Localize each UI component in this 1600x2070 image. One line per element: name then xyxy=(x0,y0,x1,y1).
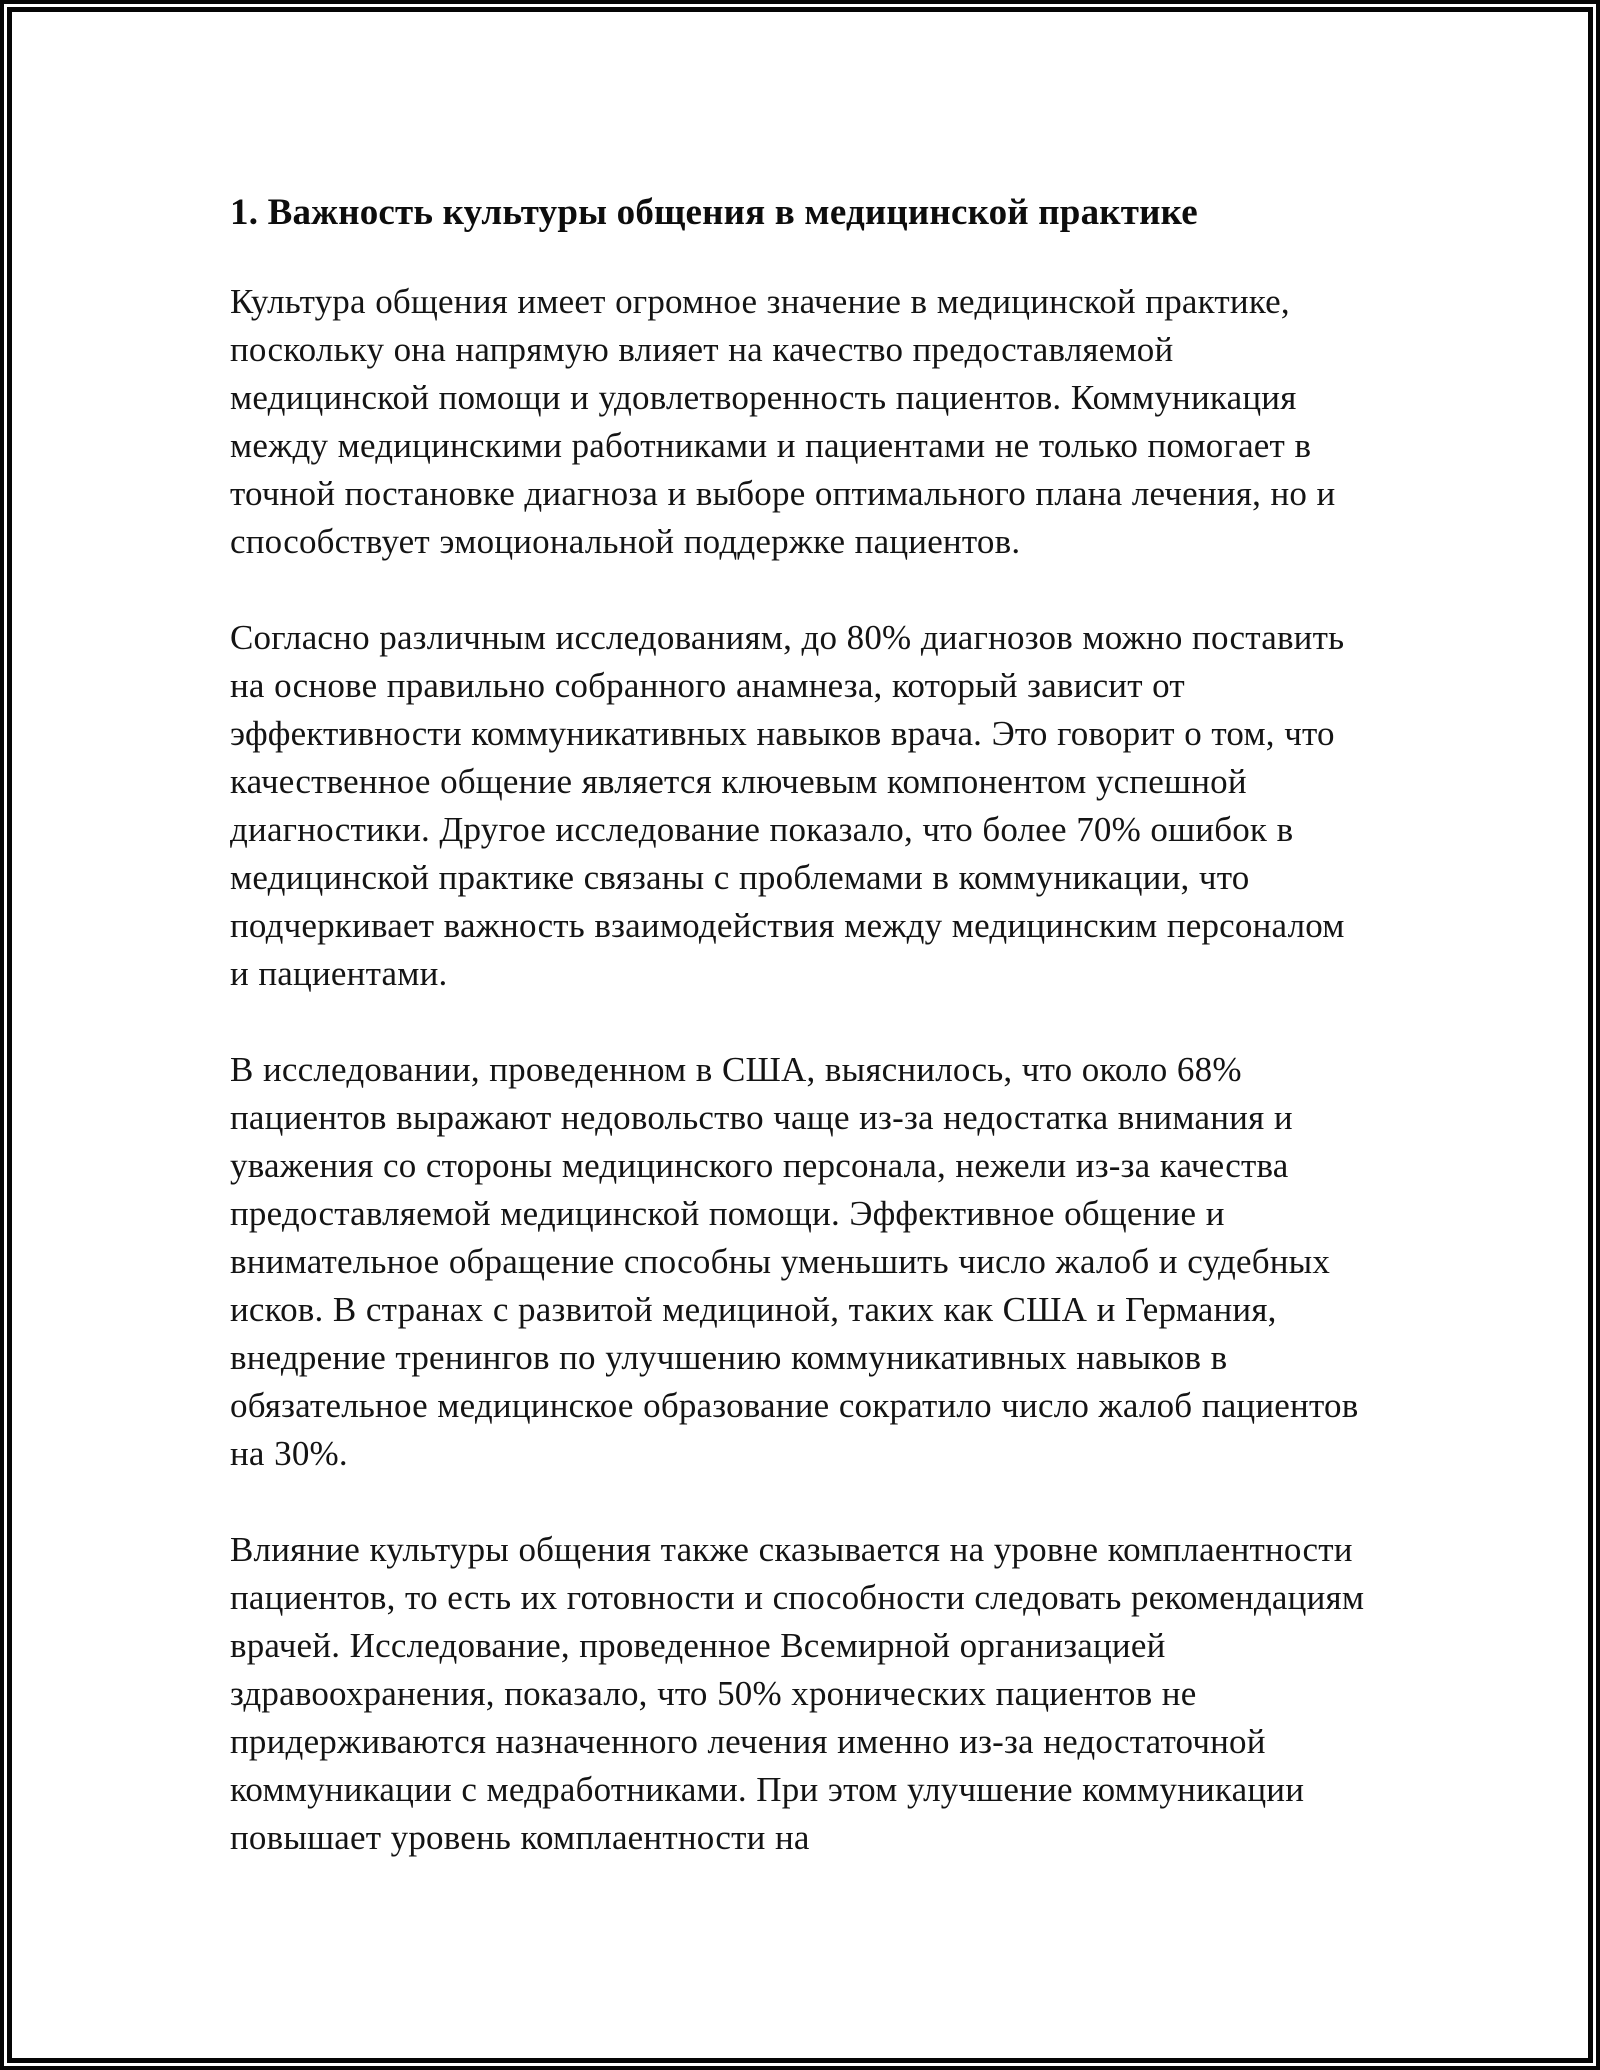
paragraph-4: Влияние культуры общения также сказывается на уровне комплаентности пациентов, то есть их готовности и способности следовать рекомендациям врачей. Исследование, проведенное Всемирной организацией здравоохранения, показало, что 50% хронических пациентов не придерживаются назначенного лечения именно из-за недостаточной коммуникации с медработниками. При этом улучшение коммуникации повышает уровень комплаентности на xyxy=(230,1530,1365,1857)
paragraph-1: Культура общения имеет огромное значение в медицинской практике, поскольку она напрямую влияет на качество предоставляемой медицинской помощи и удовлетворенность пациентов. Коммуникация между медицинскими работниками и пациентами не только помогает в точной постановке диагноза и выборе оптимального плана лечения, но и способствует эмоциональной поддержке пациентов. xyxy=(230,282,1336,561)
page-content xyxy=(12,12,1588,1862)
paragraph-2: Согласно различным исследованиям, до 80% диагнозов можно поставить на основе правильно собранного анамнеза, который зависит от эффективности коммуникативных навыков врача. Это говорит о том, что качественное общение является ключевым компонентом успешной диагностики. Другое исследование показало, что более 70% ошибок в медицинской практике связаны с проблемами в коммуникации, что подчеркивает важность взаимодействия между медицинским персоналом и пациентами. xyxy=(230,618,1345,993)
paragraph-3: В исследовании, проведенном в США, выяснилось, что около 68% пациентов выражают недовольство чаще из-за недостатка внимания и уважения со стороны медицинского персонала, нежели из-за качества предоставляемой медицинской помощи. Эффективное общение и внимательное обращение способны уменьшить число жалоб и судебных исков. В странах с развитой медициной, таких как США и Германия, внедрение тренингов по улучшению коммуникативных навыков в обязательное медицинское образование сократило число жалоб пациентов на 30%. xyxy=(230,1050,1359,1473)
document-page xyxy=(7,7,1593,2063)
page-title: 1. Важность культуры общения в медицинской практике xyxy=(230,192,1198,233)
